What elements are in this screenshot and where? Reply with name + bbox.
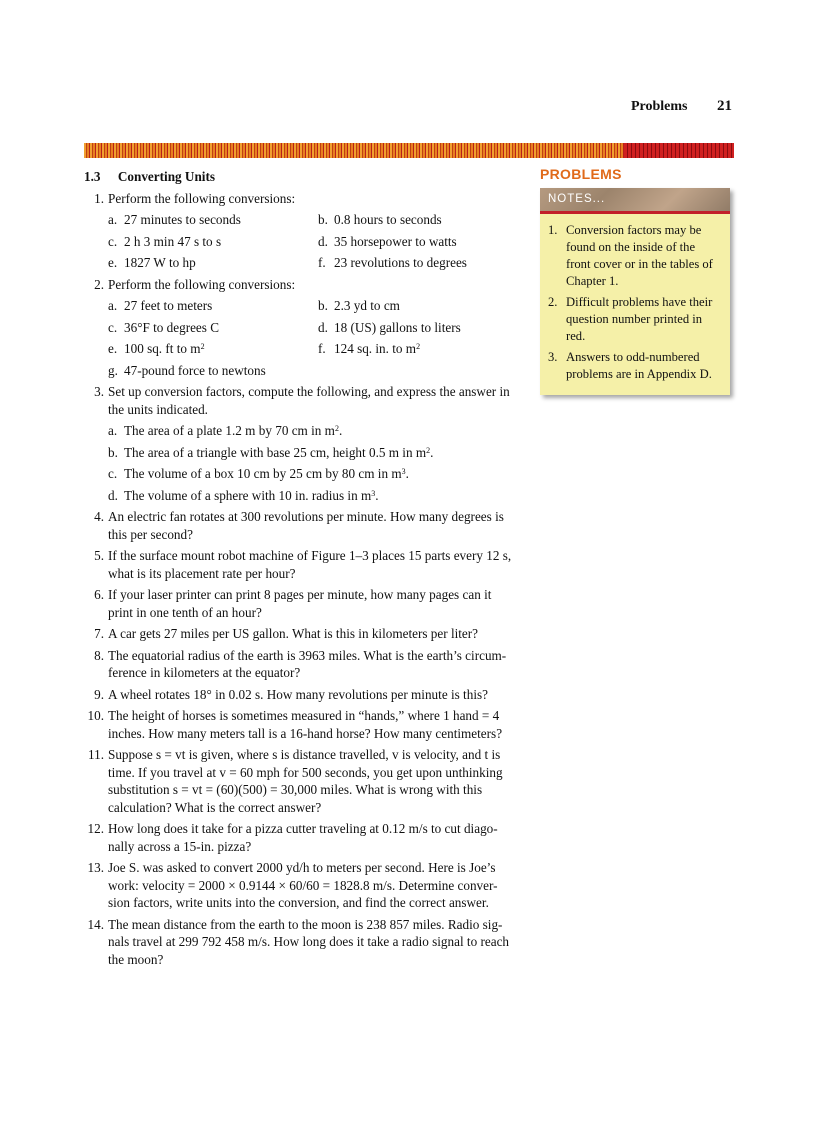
sub-text: 35 horsepower to watts xyxy=(334,233,457,249)
problem-5 xyxy=(84,545,516,584)
problem-number: 4. xyxy=(94,509,104,524)
page-number: 21 xyxy=(717,98,732,114)
problem-number: 5. xyxy=(94,548,104,563)
problem-text: An electric fan rotates at 300 revolutions per minute. How many degrees is this per second? xyxy=(108,509,504,542)
problem-number: 14. xyxy=(87,916,104,932)
note-number: 3. xyxy=(548,350,558,364)
note-number: 1. xyxy=(548,223,558,237)
notes-box xyxy=(540,188,730,395)
problem-13 xyxy=(84,857,516,914)
section-heading xyxy=(84,166,516,188)
problem-text: Perform the following conversions: xyxy=(108,276,296,292)
decorative-rule-bar xyxy=(84,143,734,158)
problem-number: 6. xyxy=(94,587,104,602)
sub-text: 23 revolutions to degrees xyxy=(334,255,467,270)
period: . xyxy=(430,444,434,460)
problem-3 xyxy=(84,381,516,506)
problem-text: A wheel rotates 18° in 0.02 s. How many revolutions per minute is this? xyxy=(108,686,488,702)
sub-item xyxy=(318,252,518,274)
notes-title: NOTES... xyxy=(548,193,606,205)
note-text: Conversion factors may be found on the inside of the front cover or in the tables of Chapter 1. xyxy=(566,223,713,288)
problem-12 xyxy=(84,818,516,857)
sub-item xyxy=(318,231,518,253)
period: . xyxy=(375,487,379,503)
problem-text: How long does it take for a pizza cutter traveling at 0.12 m/s to cut diago-nally across a 15-in. pizza? xyxy=(108,821,498,854)
sub-item xyxy=(108,231,318,253)
sidebar xyxy=(540,166,736,395)
sub-label: d. xyxy=(318,233,328,249)
problem-text: Suppose s = vt is given, where s is distance travelled, v is velocity, and t is time. If you travel at v = 60 mph for 500 seconds, you get upon unthinking substitution s = vt = (60)(500) = 30,000 miles. What is wrong with this calculation? What is the correct answer? xyxy=(108,747,503,815)
problem-text: Joe S. was asked to convert 2000 yd/h to meters per second. Here is Joe’s work: velocity = 2000 × 0.9144 × 60/60 = 1828.8 m/s. Determine conver-sion factors, write units into the conversion, and find the correct answer. xyxy=(108,860,498,910)
sub-item xyxy=(318,317,518,339)
problem-11 xyxy=(84,744,516,818)
sub-label: d. xyxy=(108,487,118,503)
problem-6 xyxy=(84,584,516,623)
sub-label: d. xyxy=(318,319,328,335)
sub-item xyxy=(108,442,516,464)
sub-text: 2 h 3 min 47 s to s xyxy=(124,233,222,249)
sub-items xyxy=(108,209,516,274)
sub-text: 27 minutes to seconds xyxy=(124,212,241,227)
problem-text: The mean distance from the earth to the moon is 238 857 miles. Radio sig-nals travel at 299 792 458 m/s. How long does it take a radio signal to reach the moon? xyxy=(108,916,510,967)
superscript: 2 xyxy=(200,342,205,351)
problem-number: 2. xyxy=(94,276,104,292)
sub-label: e. xyxy=(108,255,118,270)
section-number: 1.3 xyxy=(84,169,101,184)
note-item xyxy=(548,294,722,345)
sub-label: f. xyxy=(318,255,326,270)
sub-item xyxy=(108,252,318,274)
sub-label: b. xyxy=(318,212,328,227)
sub-text: The area of a plate 1.2 m by 70 cm in m xyxy=(124,423,335,438)
problem-number: 10. xyxy=(87,708,104,723)
superscript: 2 xyxy=(416,342,421,351)
sub-item xyxy=(108,317,318,339)
notes-header xyxy=(540,188,730,214)
sub-label: c. xyxy=(108,233,118,249)
sub-item xyxy=(318,338,518,360)
note-item xyxy=(548,222,722,290)
problem-number: 8. xyxy=(94,647,104,663)
sub-text: 2.3 yd to cm xyxy=(334,298,400,313)
superscript: 2 xyxy=(426,445,431,455)
problem-7 xyxy=(84,623,516,645)
sub-label: c. xyxy=(108,466,118,481)
sub-text: 1827 W to hp xyxy=(124,255,196,270)
problem-text: The equatorial radius of the earth is 3963 miles. What is the earth’s circum-ference in kilometers at the equator? xyxy=(108,647,507,680)
sub-item xyxy=(318,295,518,317)
note-number: 2. xyxy=(548,295,558,309)
problem-10 xyxy=(84,705,516,744)
section-title: Converting Units xyxy=(117,169,215,184)
sub-text: 36°F to degrees C xyxy=(124,319,220,335)
note-text: Answers to odd-numbered problems are in Appendix D. xyxy=(566,350,712,381)
sub-label: b. xyxy=(318,298,328,313)
period: . xyxy=(338,423,343,438)
problem-number: 7. xyxy=(94,626,104,641)
sub-item xyxy=(108,420,516,442)
header-title: Problems xyxy=(630,99,688,114)
problem-text: The height of horses is sometimes measured in “hands,” where 1 hand = 4 inches. How many meters tall is a 16-hand horse? How many centimeters? xyxy=(108,708,503,741)
sub-label: a. xyxy=(108,423,118,438)
sub-text: 27 feet to meters xyxy=(124,298,213,313)
sub-text: 124 sq. in. to m xyxy=(334,341,417,356)
superscript: 2 xyxy=(334,424,339,433)
notes-list xyxy=(540,214,730,395)
sub-label: a. xyxy=(108,298,118,313)
problem-number: 1. xyxy=(94,190,104,206)
running-header xyxy=(631,98,732,115)
note-item xyxy=(548,349,722,383)
problems-label: PROBLEMS xyxy=(540,166,622,182)
sub-item xyxy=(108,209,318,231)
superscript: 3 xyxy=(371,488,376,498)
sub-item xyxy=(318,209,518,231)
problem-number: 13. xyxy=(87,860,104,875)
problem-text: If your laser printer can print 8 pages per minute, how many pages can it print in one tenth of an hour? xyxy=(108,587,492,620)
problem-1 xyxy=(84,188,516,274)
sub-item xyxy=(108,463,516,485)
sub-text: 0.8 hours to seconds xyxy=(334,212,442,227)
sub-label: f. xyxy=(318,341,326,356)
sub-text: 100 sq. ft to m xyxy=(124,341,201,356)
sub-label: e. xyxy=(108,341,118,356)
sub-item xyxy=(108,485,516,507)
problem-8 xyxy=(84,645,516,684)
problem-number: 12. xyxy=(87,821,104,836)
superscript: 3 xyxy=(401,467,406,476)
problem-14 xyxy=(84,914,516,971)
problem-number: 9. xyxy=(94,686,104,702)
problem-2 xyxy=(84,274,516,382)
sub-text: 47-pound force to newtons xyxy=(124,362,266,378)
problem-text: If the surface mount robot machine of Figure 1–3 places 15 parts every 12 s, what is its placement rate per hour? xyxy=(108,548,512,581)
problem-text: Set up conversion factors, compute the following, and express the answer in the units indicated. xyxy=(108,384,510,417)
problem-9 xyxy=(84,684,516,706)
sub-label: b. xyxy=(108,444,118,460)
sub-label: c. xyxy=(108,319,118,335)
problem-text: A car gets 27 miles per US gallon. What is this in kilometers per liter? xyxy=(108,626,479,641)
sub-label: a. xyxy=(108,212,118,227)
note-text: Difficult problems have their question number printed in red. xyxy=(566,295,713,343)
sub-items xyxy=(108,295,516,381)
sub-item xyxy=(108,360,318,382)
problem-4 xyxy=(84,506,516,545)
sub-text: The area of a triangle with base 25 cm, height 0.5 m in m xyxy=(124,444,427,460)
sub-text: The volume of a sphere with 10 in. radius in m xyxy=(124,487,372,503)
period: . xyxy=(405,466,409,481)
problems-column xyxy=(84,166,516,970)
sub-item xyxy=(108,295,318,317)
sub-text: The volume of a box 10 cm by 25 cm by 80 cm in m xyxy=(124,466,402,481)
problem-number: 3. xyxy=(94,384,104,399)
sub-text: 18 (US) gallons to liters xyxy=(334,319,461,335)
problem-text: Perform the following conversions: xyxy=(108,190,296,206)
problem-number: 11. xyxy=(88,747,104,762)
sub-item xyxy=(108,338,318,360)
sub-label: g. xyxy=(108,362,118,378)
